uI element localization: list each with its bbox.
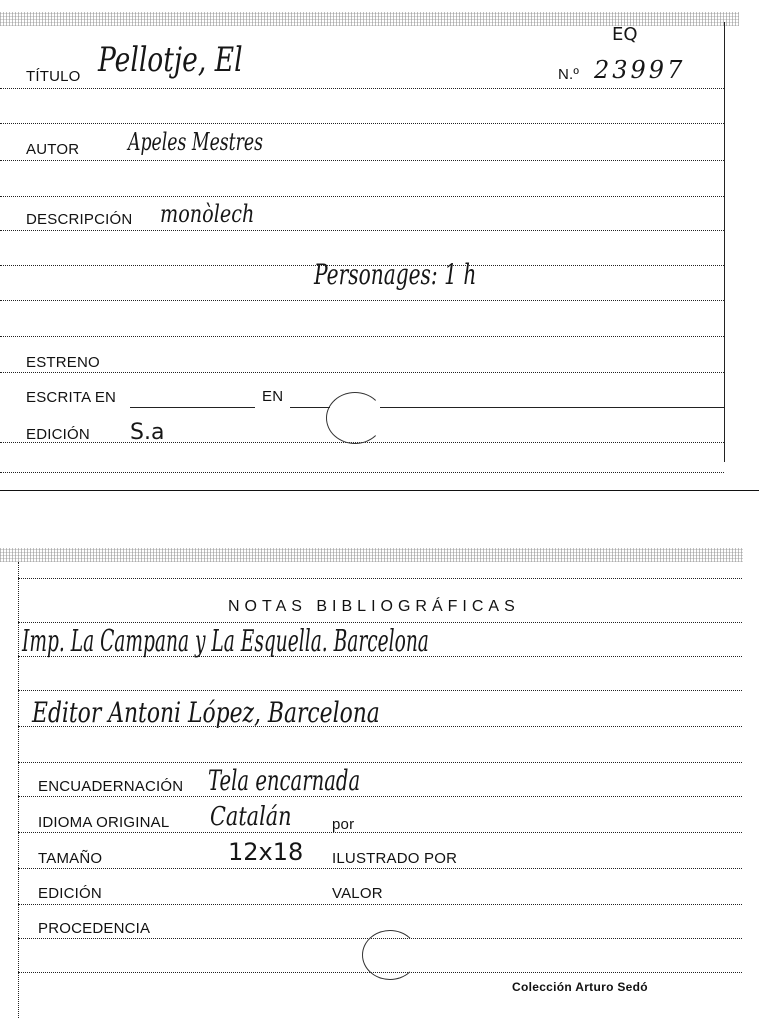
- ruled-line: [0, 196, 724, 197]
- idioma-original-value: Catalán: [210, 802, 292, 832]
- ruled-line: [0, 372, 724, 373]
- ruled-line: [0, 160, 724, 161]
- ruled-line: [0, 123, 724, 124]
- ruled-line: [18, 796, 742, 797]
- titulo-value: Pellotje, El: [98, 40, 243, 80]
- estreno-label: ESTRENO: [26, 354, 100, 371]
- card-left-border: [18, 562, 19, 1018]
- card-right-border: [724, 22, 725, 462]
- personajes-value: Personages: 1 h: [314, 258, 477, 291]
- collection-credit: Colección Arturo Sedó: [512, 980, 648, 994]
- ruled-line: [18, 690, 742, 691]
- ruled-line: [0, 300, 724, 301]
- descripcion-label: DESCRIPCIÓN: [26, 211, 133, 228]
- category-code: EQ: [612, 24, 638, 45]
- escrita-en-label: ESCRITA EN: [26, 389, 117, 406]
- edicion-label: EDICIÓN: [26, 426, 90, 443]
- notes-line-1: Imp. La Campana y La Esquella. Barcelona: [22, 624, 429, 659]
- ruled-line: [0, 230, 724, 231]
- punch-hole-mark: [326, 392, 384, 444]
- en-underline: [290, 407, 330, 408]
- ruled-line: [0, 88, 724, 89]
- autor-label: AUTOR: [26, 141, 80, 158]
- titulo-label: TÍTULO: [26, 68, 81, 85]
- ruled-line: [18, 832, 742, 833]
- ilustrado-por-label: ILUSTRADO POR: [332, 850, 458, 867]
- encuadernacion-label: ENCUADERNACIÓN: [38, 778, 184, 795]
- card-top-edge: [0, 548, 743, 562]
- en-label: EN: [262, 388, 284, 405]
- back-catalog-card: [0, 540, 759, 1028]
- edicion-label: EDICIÓN: [38, 885, 102, 902]
- escrita-en-underline: [130, 407, 255, 408]
- card-bottom-edge: [0, 490, 759, 491]
- ruled-line: [18, 762, 742, 763]
- front-catalog-card: [0, 0, 759, 495]
- por-label: por: [332, 816, 355, 833]
- edicion-value: S.a: [130, 420, 165, 445]
- notas-heading: NOTAS BIBLIOGRÁFICAS: [228, 598, 520, 615]
- tamano-label: TAMAÑO: [38, 850, 103, 867]
- ruled-line: [0, 472, 724, 473]
- encuadernacion-value: Tela encarnada: [208, 764, 361, 797]
- autor-value: Apeles Mestres: [128, 128, 263, 156]
- tamano-value: 12x18: [228, 838, 304, 866]
- notes-line-2: Editor Antoni López, Barcelona: [32, 696, 380, 729]
- ruled-line: [18, 578, 742, 579]
- descripcion-value: monòlech: [160, 200, 255, 228]
- ruled-line: [0, 336, 724, 337]
- en-underline-right: [380, 407, 724, 408]
- ruled-line: [18, 868, 742, 869]
- numero-label: N.º: [558, 66, 580, 83]
- ruled-line: [18, 622, 742, 623]
- numero-value: 23997: [594, 56, 686, 84]
- valor-label: VALOR: [332, 885, 383, 902]
- procedencia-label: PROCEDENCIA: [38, 920, 151, 937]
- punch-hole-mark: [362, 930, 418, 980]
- idioma-original-label: IDIOMA ORIGINAL: [38, 814, 170, 831]
- ruled-line: [18, 904, 742, 905]
